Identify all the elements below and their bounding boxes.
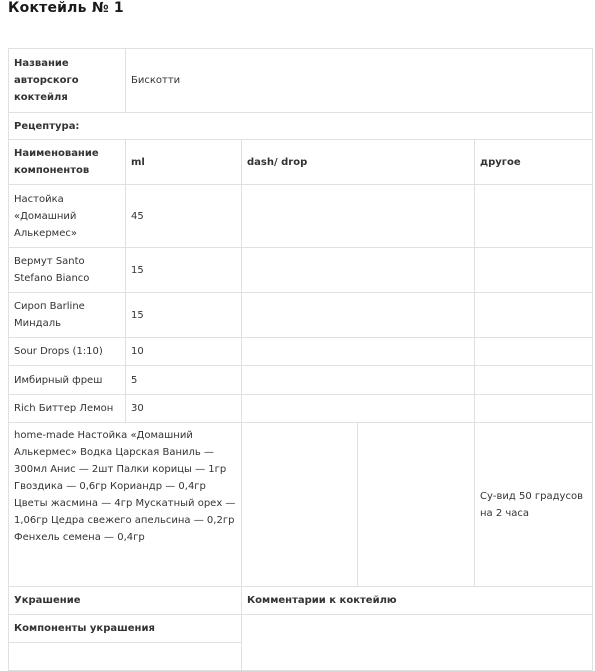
comments-body [242,615,593,671]
page-title: Коктейль № 1 [8,0,124,16]
header-other: другое [475,140,593,185]
ingredient-name: Имбирный фреш [9,366,126,395]
ingredient-ml: 10 [126,338,242,366]
cocktail-name-value: Бискотти [126,49,593,113]
table-row [9,395,593,423]
header-ml: ml [126,140,242,185]
ingredient-other [475,338,593,366]
garnish-components-row [9,615,593,643]
homemade-other: Су-вид 50 градусов на 2 часа [475,423,593,587]
ingredient-ml: 15 [126,293,242,338]
ingredient-other [475,366,593,395]
ingredient-ml: 5 [126,366,242,395]
ingredient-name: Вермут Santo Stefano Bianco [9,248,126,293]
homemade-recipe: home-made Настойка «Домашний Алькермес» Водка Царская Ваниль — 300мл Анис — 2шт Палки корицы — 1гр Гвоздика — 0,6гр Кориандр — 0,4гр Цветы жасмина — 4гр Мускатный орех — 1,06гр Цедра свежего апельсина — 0,2гр Фенхель семена — 0,4гр [9,423,242,587]
recipe-table [8,48,593,671]
comments-label: Комментарии к коктейлю [242,587,593,615]
table-row [9,248,593,293]
ingredient-dash [242,366,475,395]
ingredient-dash [242,395,475,423]
ingredient-other [475,248,593,293]
ingredient-dash [242,293,475,338]
ingredient-dash [242,248,475,293]
garnish-label: Украшение [9,587,242,615]
homemade-cell [242,423,358,587]
table-row [9,185,593,248]
ingredient-other [475,395,593,423]
recipe-label: Рецептура: [9,113,593,140]
cocktail-name-row [9,49,593,113]
recipe-label-row [9,113,593,140]
ingredient-ml: 45 [126,185,242,248]
table-row [9,293,593,338]
ingredient-dash [242,185,475,248]
homemade-row [9,423,593,587]
table-row [9,366,593,395]
ingredient-other [475,185,593,248]
ingredient-name: Настойка «Домашний Алькермес» [9,185,126,248]
header-row [9,140,593,185]
garnish-row [9,587,593,615]
ingredient-dash [242,338,475,366]
ingredient-name: Sour Drops (1:10) [9,338,126,366]
ingredient-ml: 30 [126,395,242,423]
garnish-components-body [9,643,242,671]
ingredient-name: Rich Биттер Лемон [9,395,126,423]
header-components: Наименование компонентов [9,140,126,185]
homemade-cell [358,423,475,587]
garnish-components-label: Компоненты украшения [9,615,242,643]
header-dash-drop: dash/ drop [242,140,475,185]
ingredient-other [475,293,593,338]
ingredient-name: Сироп Barline Миндаль [9,293,126,338]
cocktail-name-label: Название авторского коктейля [9,49,126,113]
table-row [9,338,593,366]
ingredient-ml: 15 [126,248,242,293]
